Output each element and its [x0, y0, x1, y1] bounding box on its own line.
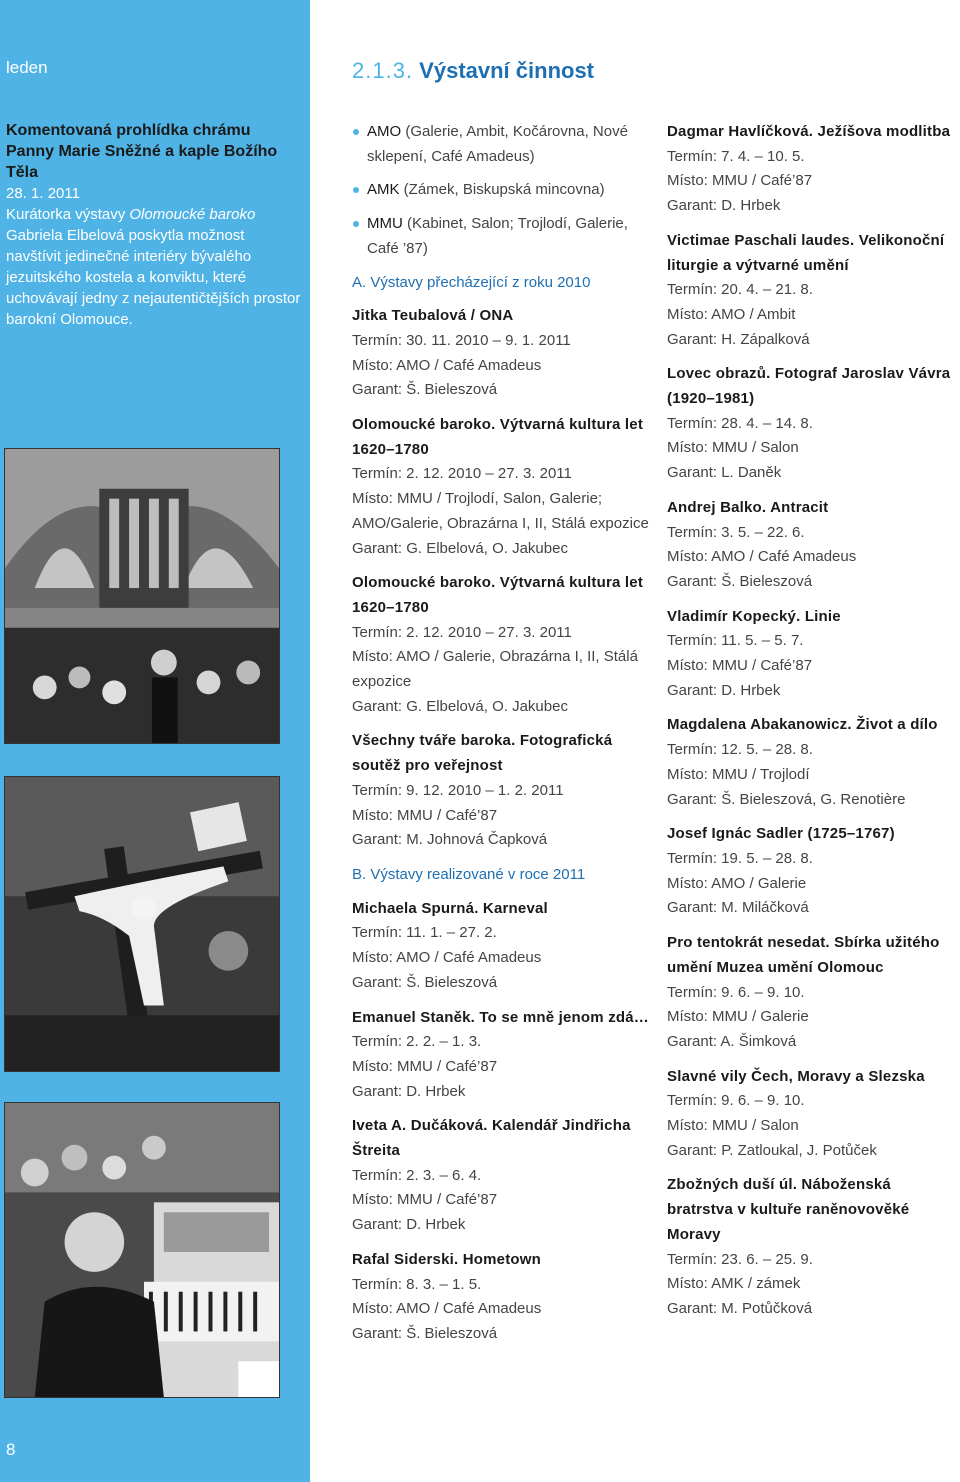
event-text-part: Kurátorka výstavy: [6, 206, 130, 223]
exhibition-title: Olomoucké baroko. Výtvarná kultura let 1620–1780: [352, 416, 644, 458]
section-b-heading: B. Výstavy realizované v roce 2011: [352, 865, 586, 883]
exhibition-title: Pro tentokrát nesedat. Sbírka užitého umění Muzea umění Olomouc: [667, 934, 940, 976]
event-title: Komentovaná prohlídka chrámu Panny Marie Sněžné a kaple Božího Těla: [6, 122, 278, 181]
exhibitions-a: [352, 304, 652, 853]
month-label: leden: [6, 58, 48, 77]
venue-list: [352, 120, 652, 262]
venue-rooms: (Galerie, Ambit, Kočárovna, Nové sklepení, Café Amadeus): [367, 123, 628, 165]
exhibition-detail: Garant: M. Potůčková: [667, 1299, 813, 1317]
exhibition-entry: [352, 1006, 652, 1105]
venue-abbr: AMO: [367, 123, 402, 140]
venue-item: [352, 212, 652, 261]
exhibition-detail: Místo: AMO / Galerie: [667, 874, 807, 892]
exhibition-detail: Garant: P. Zatloukal, J. Potůček: [667, 1141, 877, 1159]
exhibition-entry: [352, 897, 652, 996]
exhibition-title: Lovec obrazů. Fotograf Jaroslav Vávra (1920–1981): [667, 365, 951, 408]
exhibition-detail: Místo: AMK / zámek: [667, 1275, 801, 1293]
exhibition-entry: [667, 822, 957, 921]
exhibition-detail: Garant: G. Elbelová, O. Jakubec: [352, 539, 568, 557]
event-text-part: Gabriela Elbelová poskytla možnost navštívit jedinečné interiéry bývalého jezuitského kostela a konviktu, které uchovávají jedny z nejautentičtějších prostor barokní Olomouce.: [6, 227, 301, 328]
exhibition-title: Vladimír Kopecký. Linie: [667, 607, 841, 625]
exhibition-detail: Místo: MMU / Salon: [667, 439, 799, 457]
section-heading: [352, 58, 594, 84]
exhibition-detail: Místo: MMU / Café’87: [667, 172, 813, 190]
exhibition-detail: Termín: 20. 4. – 21. 8.: [667, 281, 813, 299]
exhibition-entry: [667, 362, 957, 486]
section-a-heading: A. Výstavy přecházející z roku 2010: [352, 273, 591, 291]
venue-abbr: AMK: [367, 181, 400, 199]
exhibition-entry: [667, 1065, 957, 1164]
photo-church-interior: [4, 448, 280, 744]
exhibition-entry: [667, 605, 957, 704]
exhibition-detail: Garant: D. Hrbek: [667, 681, 781, 699]
exhibition-detail: Garant: Š. Bieleszová: [352, 973, 498, 991]
exhibition-detail: Místo: MMU / Café’87: [667, 657, 813, 675]
event-date: 28. 1. 2011: [6, 185, 80, 202]
exhibition-detail: Místo: AMO / Café Amadeus: [667, 548, 857, 566]
exhibition-entry: [352, 571, 652, 719]
exhibition-title: Zbožných duší úl. Náboženská bratrstva v kultuře raněnovověké Moravy: [667, 1176, 910, 1243]
exhibition-title: Emanuel Staněk. To se mně jenom zdá…: [352, 1008, 649, 1026]
exhibition-detail: Garant: A. Šimková: [667, 1032, 797, 1050]
exhibition-detail: Místo: MMU / Trojlodí: [667, 765, 810, 783]
exhibition-entry: [667, 496, 957, 595]
exhibition-detail: Termín: 2. 2. – 1. 3.: [352, 1033, 482, 1051]
exhibition-entry: [352, 1248, 652, 1347]
exhibition-detail: Garant: Š. Bieleszová: [352, 1324, 498, 1342]
exhibition-detail: Místo: AMO / Café Amadeus: [352, 356, 542, 374]
exhibition-entry: [667, 931, 957, 1055]
column-right: [667, 120, 957, 1332]
exhibition-detail: Garant: D. Hrbek: [667, 197, 781, 215]
exhibition-title: Slavné vily Čech, Moravy a Slezska: [667, 1067, 925, 1085]
exhibition-detail: Garant: L. Daněk: [667, 464, 782, 482]
venue-rooms: (Zámek, Biskupská mincovna): [399, 181, 605, 199]
exhibition-detail: Termín: 9. 6. – 9. 10.: [667, 983, 805, 1001]
exhibition-detail: Termín: 12. 5. – 28. 8.: [667, 741, 813, 759]
exhibition-detail: Termín: 30. 11. 2010 – 9. 1. 2011: [352, 331, 571, 349]
exhibition-detail: Termín: 9. 12. 2010 – 1. 2. 2011: [352, 781, 564, 799]
column-middle: [352, 120, 652, 1357]
exhibition-entry: [352, 1114, 652, 1238]
sidebar-event: [6, 120, 302, 330]
exhibition-title: Josef Ignác Sadler (1725–1767): [667, 825, 895, 843]
exhibition-detail: Termín: 23. 6. – 25. 9.: [667, 1250, 813, 1268]
exhibition-detail: Místo: AMO / Café Amadeus: [352, 949, 542, 967]
exhibition-entry: [352, 413, 652, 561]
exhibition-detail: Místo: MMU / Café’87: [352, 1057, 498, 1075]
exhibition-detail: Garant: D. Hrbek: [352, 1216, 466, 1234]
exhibition-detail: Termín: 2. 12. 2010 – 27. 3. 2011: [352, 465, 572, 483]
exhibition-entry: [352, 304, 652, 403]
exhibition-detail: Termín: 19. 5. – 28. 8.: [667, 849, 813, 867]
exhibition-detail: Termín: 2. 12. 2010 – 27. 3. 2011: [352, 623, 572, 641]
exhibition-detail: Místo: MMU / Café’87: [352, 806, 498, 824]
heading-number: 2.1.3.: [352, 58, 414, 83]
exhibition-entry: [667, 713, 957, 812]
exhibition-detail: Termín: 3. 5. – 22. 6.: [667, 523, 805, 541]
photo-crucifix: [4, 776, 280, 1072]
exhibition-detail: Místo: MMU / Galerie: [667, 1008, 809, 1026]
exhibition-detail: Garant: D. Hrbek: [352, 1082, 466, 1100]
exhibition-detail: Místo: AMO / Café Amadeus: [352, 1300, 542, 1318]
heading-text: Výstavní činnost: [419, 58, 595, 83]
exhibition-title: Olomoucké baroko. Výtvarná kultura let 1620–1780: [352, 574, 644, 616]
exhibition-detail: Místo: AMO / Galerie, Obrazárna I, II, Stálá expozice: [352, 648, 638, 691]
exhibition-detail: Garant: H. Zápalková: [667, 330, 810, 348]
exhibition-title: Andrej Balko. Antracit: [667, 498, 829, 516]
exhibition-detail: Termín: 11. 5. – 5. 7.: [667, 632, 804, 650]
exhibition-detail: Garant: Š. Bieleszová: [667, 572, 813, 590]
exhibition-detail: Garant: Š. Bieleszová, G. Renotière: [667, 790, 906, 808]
venue-item: [352, 178, 652, 203]
exhibition-title: Michaela Spurná. Karneval: [352, 899, 548, 917]
exhibition-detail: Termín: 28. 4. – 14. 8.: [667, 414, 813, 432]
exhibition-detail: Termín: 2. 3. – 6. 4.: [352, 1166, 482, 1184]
exhibition-entry: [667, 1173, 957, 1321]
exhibition-title: Všechny tváře baroka. Fotografická soutěž pro veřejnost: [352, 732, 613, 775]
exhibition-detail: Místo: MMU / Trojlodí, Salon, Galerie; AMO/Galerie, Obrazárna I, II, Stálá expozice: [352, 490, 649, 532]
exhibition-detail: Termín: 11. 1. – 27. 2.: [352, 924, 497, 942]
exhibition-detail: Termín: 8. 3. – 1. 5.: [352, 1275, 482, 1293]
exhibition-detail: Garant: Š. Bieleszová: [352, 381, 498, 399]
exhibition-title: Iveta A. Dučáková. Kalendář Jindřicha Štreita: [352, 1117, 631, 1160]
venue-item: [352, 120, 652, 169]
exhibition-detail: Termín: 7. 4. – 10. 5.: [667, 147, 805, 165]
exhibition-title: Dagmar Havlíčková. Ježíšova modlitba: [667, 123, 951, 140]
event-text: [6, 204, 302, 330]
venue-abbr: MMU: [367, 215, 403, 233]
exhibition-title: Victimae Paschali laudes. Velikonoční liturgie a výtvarné umění: [667, 231, 945, 274]
exhibition-detail: Termín: 9. 6. – 9. 10.: [667, 1092, 805, 1110]
exhibition-title: Magdalena Abakanowicz. Život a dílo: [667, 716, 938, 734]
event-text-italic: Olomoucké baroko: [129, 206, 256, 223]
exhibition-detail: Garant: G. Elbelová, O. Jakubec: [352, 697, 568, 715]
exhibition-entry: [352, 729, 652, 853]
exhibition-title: Rafal Siderski. Hometown: [352, 1250, 542, 1268]
exhibition-title: Jitka Teubalová / ONA: [352, 307, 514, 325]
sidebar: [0, 0, 310, 1482]
exhibition-detail: Garant: M. Miláčková: [667, 899, 809, 917]
exhibition-detail: Garant: M. Johnová Čapková: [352, 831, 548, 849]
exhibition-detail: Místo: AMO / Ambit: [667, 305, 796, 323]
exhibitions-b: [352, 897, 652, 1347]
exhibition-detail: Místo: MMU / Salon: [667, 1117, 799, 1135]
photo-organ: [4, 1102, 280, 1398]
venue-rooms: (Kabinet, Salon; Trojlodí, Galerie, Café ’87): [367, 215, 628, 257]
exhibition-entry: [667, 229, 957, 353]
exhibition-entry: [667, 120, 957, 219]
exhibition-detail: Místo: MMU / Café’87: [352, 1191, 498, 1209]
page-number: 8: [6, 1440, 16, 1459]
